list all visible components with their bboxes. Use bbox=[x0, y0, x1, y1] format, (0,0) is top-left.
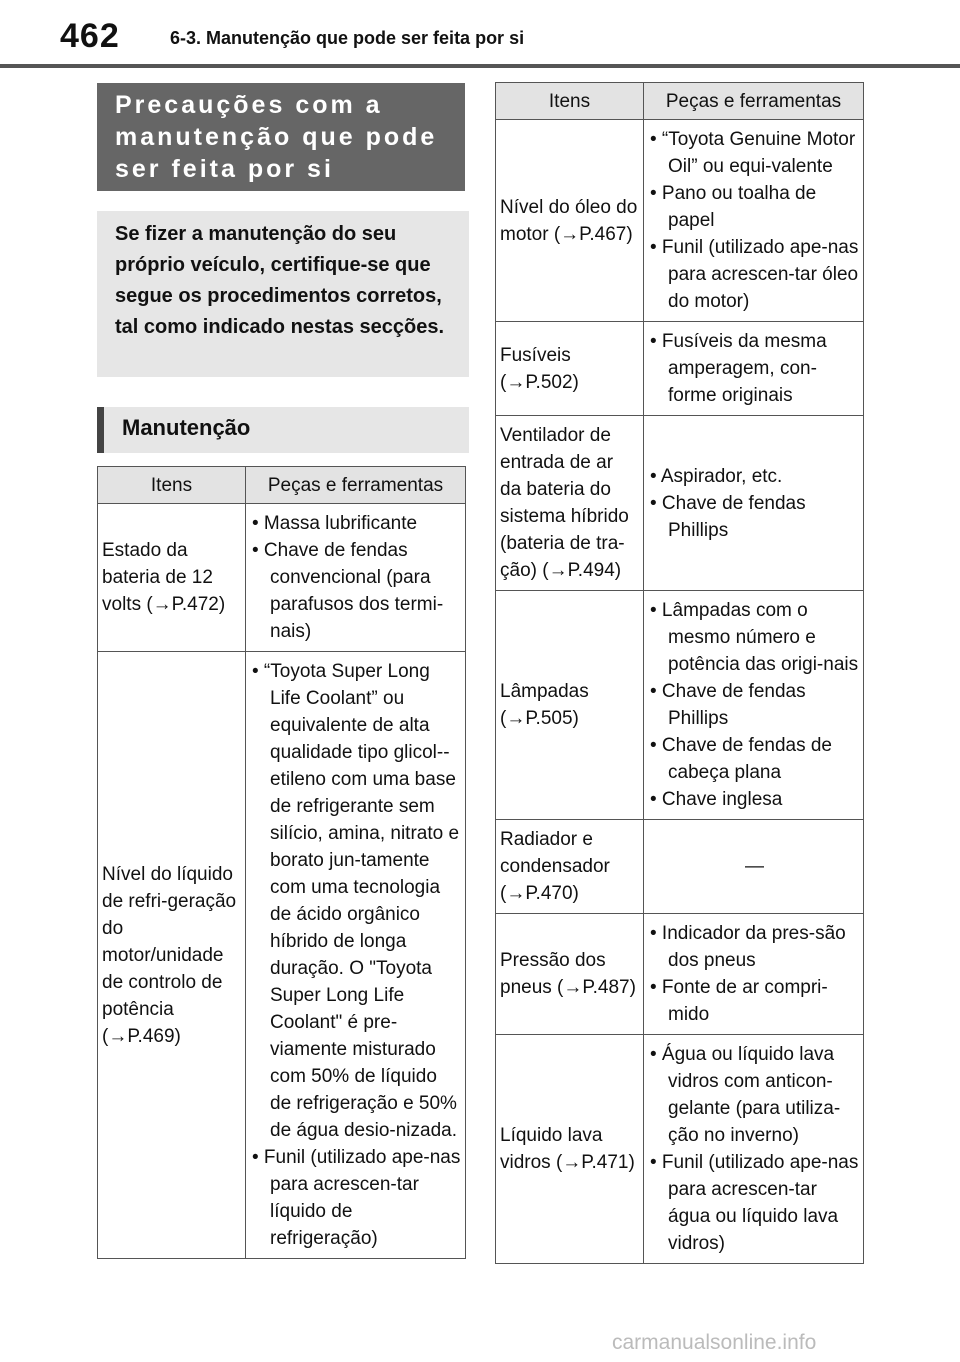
tool-list-item: • Chave inglesa bbox=[650, 789, 783, 810]
table-header-row bbox=[496, 83, 864, 120]
tools-cell bbox=[644, 591, 864, 820]
maintenance-table-right bbox=[495, 82, 864, 1264]
tool-list-item: • Aspirador, etc. bbox=[650, 465, 783, 487]
table-row bbox=[496, 322, 864, 416]
tool-list-item: • Funil (utilizado ape-nas para acrescen-tar água ou líquido lava vidros) bbox=[650, 1152, 859, 1254]
column-header-items: Itens bbox=[496, 83, 644, 120]
table-row bbox=[98, 504, 466, 652]
column-header-tools: Peças e ferramentas bbox=[246, 467, 466, 504]
item-cell: Nível do óleo do motor (→P.467) bbox=[496, 120, 644, 322]
header-divider bbox=[0, 64, 960, 68]
tools-cell bbox=[644, 1035, 864, 1264]
item-cell: Radiador e condensador (→P.470) bbox=[496, 820, 644, 914]
tools-cell bbox=[246, 504, 466, 652]
tool-list-item: • Pano ou toalha de papel bbox=[650, 183, 817, 231]
column-header-items: Itens bbox=[98, 467, 246, 504]
item-cell: Ventilador de entrada de ar da bateria do sistema híbrido (bateria de tra-ção) (→P.494) bbox=[496, 416, 644, 591]
table-row bbox=[496, 416, 864, 591]
tool-list-item: • Chave de fendas convencional (para parafusos dos termi-nais) bbox=[252, 540, 444, 642]
item-cell: Fusíveis (→P.502) bbox=[496, 322, 644, 416]
table-row bbox=[98, 652, 466, 1259]
page-header bbox=[0, 0, 960, 68]
tools-cell bbox=[644, 914, 864, 1035]
item-cell: Nível do líquido de refri-geração do motor/unidade de controlo de potência (→P.469) bbox=[98, 652, 246, 1259]
section-title: Precauções com a manutenção que pode ser feita por si bbox=[97, 83, 465, 191]
table-row bbox=[496, 120, 864, 322]
table-row bbox=[496, 591, 864, 820]
tool-list-item: • “Toyota Genuine Motor Oil” ou equi-valente bbox=[650, 129, 856, 177]
tools-cell bbox=[644, 416, 864, 591]
tool-list-item: • Massa lubrificante bbox=[252, 513, 418, 534]
table-row bbox=[496, 914, 864, 1035]
intro-text: Se fizer a manutenção do seu próprio veículo, certifique-se que segue os procedimentos corretos, tal como indicado nestas secções. bbox=[97, 211, 469, 377]
subheading-maintenance: Manutenção bbox=[97, 407, 469, 453]
tool-list-item: • Fonte de ar compri-mido bbox=[650, 977, 828, 1025]
page-number: 462 bbox=[60, 17, 120, 55]
item-cell: Estado da bateria de 12 volts (→P.472) bbox=[98, 504, 246, 652]
chapter-title: 6-3. Manutenção que pode ser feita por si bbox=[170, 28, 525, 48]
tool-list-item: • Funil (utilizado ape-nas para acrescen-tar líquido de refrigeração) bbox=[252, 1147, 461, 1249]
tools-cell bbox=[644, 820, 864, 914]
maintenance-table-left bbox=[97, 466, 466, 1259]
tools-cell bbox=[246, 652, 466, 1259]
column-header-tools: Peças e ferramentas bbox=[644, 83, 864, 120]
tool-list-item: • Funil (utilizado ape-nas para acrescen-tar óleo do motor) bbox=[650, 237, 859, 312]
item-cell: Pressão dos pneus (→P.487) bbox=[496, 914, 644, 1035]
tool-list-item: • Chave de fendas Phillips bbox=[650, 492, 806, 541]
item-cell: Lâmpadas (→P.505) bbox=[496, 591, 644, 820]
item-cell: Líquido lava vidros (→P.471) bbox=[496, 1035, 644, 1264]
tool-list-item: — bbox=[745, 856, 764, 877]
watermark: carmanualsonline.info bbox=[612, 1331, 817, 1354]
tool-list-item: • Fusíveis da mesma amperagem, con-forme originais bbox=[650, 331, 827, 406]
tool-list-item: • Chave de fendas Phillips bbox=[650, 681, 806, 729]
tools-cell bbox=[644, 120, 864, 322]
table-header-row bbox=[98, 467, 466, 504]
tool-list-item: • Lâmpadas com o mesmo número e potência das origi-nais bbox=[650, 600, 859, 675]
table-row bbox=[496, 820, 864, 914]
tool-list-item: • Chave de fendas de cabeça plana bbox=[650, 735, 833, 783]
tool-list-item: • Indicador da pres-são dos pneus bbox=[650, 923, 846, 971]
tool-list-item: • Água ou líquido lava vidros com anticon-gelante (para utiliza-ção no inverno) bbox=[650, 1044, 841, 1146]
tools-cell bbox=[644, 322, 864, 416]
table-row bbox=[496, 1035, 864, 1264]
tool-list-item: • “Toyota Super Long Life Coolant” ou equivalente de alta qualidade tipo glicol--etileno com uma base de refrigerante sem silício, amina, nitrato e borato jun-tamente com uma tecnologia de ácido orgânico híbrido de longa duração. O "Toyota Super Long Life Coolant" é pre-viamente misturado com 50% de líquido de refrigeração e 50% de água desio-nizada. bbox=[252, 661, 460, 1141]
